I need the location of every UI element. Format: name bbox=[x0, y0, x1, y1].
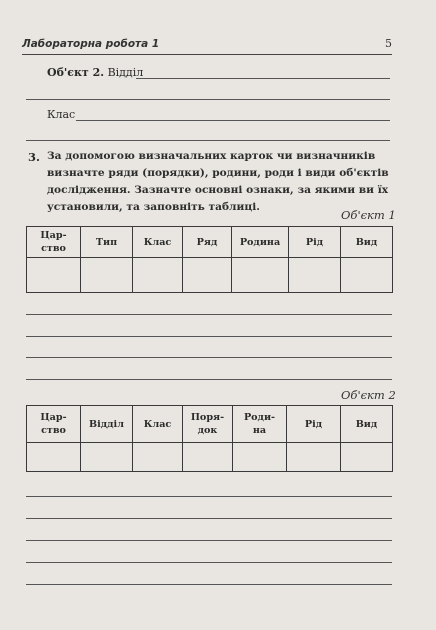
answer-line[interactable] bbox=[26, 540, 392, 541]
header-cell: Клас bbox=[133, 406, 183, 443]
class-answer-line[interactable] bbox=[76, 120, 390, 121]
object2-label: Об'єкт 2. bbox=[47, 66, 105, 79]
answer-cell[interactable] bbox=[81, 443, 133, 472]
answer-cell[interactable] bbox=[27, 443, 81, 472]
answer-line[interactable] bbox=[26, 379, 392, 380]
header-cell: Цар- ство bbox=[27, 406, 81, 443]
header-cell: Цар- ство bbox=[27, 227, 81, 258]
division-label: Відділ bbox=[107, 66, 144, 79]
header-cell: Рід bbox=[287, 406, 341, 443]
header-rule bbox=[22, 54, 392, 55]
task-number: 3. bbox=[28, 150, 41, 164]
answer-line[interactable] bbox=[26, 336, 392, 337]
answer-line[interactable] bbox=[26, 357, 392, 358]
header-cell: Клас bbox=[133, 227, 183, 258]
object2-division-label bbox=[47, 66, 143, 79]
classification-table-object2 bbox=[26, 405, 393, 472]
header-cell: Родина bbox=[232, 227, 289, 258]
answer-line[interactable] bbox=[26, 562, 392, 563]
header-cell: Рід bbox=[289, 227, 341, 258]
answer-line[interactable] bbox=[26, 140, 390, 141]
answer-cell[interactable] bbox=[289, 258, 341, 293]
division-answer-line[interactable] bbox=[136, 78, 390, 79]
answer-cell[interactable] bbox=[81, 258, 133, 293]
table-row bbox=[27, 258, 393, 293]
running-header-title: Лабораторна робота 1 bbox=[22, 38, 160, 50]
header-cell: Вид bbox=[341, 227, 393, 258]
page-number: 5 bbox=[385, 37, 392, 50]
answer-line[interactable] bbox=[26, 584, 392, 585]
header-cell: Роди- на bbox=[233, 406, 287, 443]
header-cell: Вид bbox=[341, 406, 393, 443]
answer-cell[interactable] bbox=[341, 443, 393, 472]
answer-line[interactable] bbox=[26, 496, 392, 497]
table-header-row bbox=[27, 227, 393, 258]
answer-line[interactable] bbox=[26, 518, 392, 519]
answer-cell[interactable] bbox=[133, 258, 183, 293]
answer-cell[interactable] bbox=[341, 258, 393, 293]
table-header-row bbox=[27, 406, 393, 443]
task-instructions: За допомогою визначальних карток чи визначників визначте ряди (порядки), родини, роди і види об'єктів дослідження. Зазначте основні ознаки, за якими ви їх установили, та заповніть таблиці. bbox=[47, 150, 389, 213]
answer-cell[interactable] bbox=[27, 258, 81, 293]
header-cell: Тип bbox=[81, 227, 133, 258]
answer-cell[interactable] bbox=[133, 443, 183, 472]
classification-table-object1 bbox=[26, 226, 393, 293]
answer-cell[interactable] bbox=[233, 443, 287, 472]
header-cell: Ряд bbox=[183, 227, 232, 258]
header-cell: Відділ bbox=[81, 406, 133, 443]
header-cell: Поря- док bbox=[183, 406, 233, 443]
answer-line[interactable] bbox=[26, 99, 390, 100]
answer-cell[interactable] bbox=[183, 443, 233, 472]
answer-cell[interactable] bbox=[232, 258, 289, 293]
class-label: Клас bbox=[47, 108, 76, 121]
table2-caption: Об'єкт 2 bbox=[341, 388, 396, 402]
answer-cell[interactable] bbox=[287, 443, 341, 472]
answer-cell[interactable] bbox=[183, 258, 232, 293]
table-row bbox=[27, 443, 393, 472]
table1-caption: Об'єкт 1 bbox=[341, 208, 396, 222]
answer-line[interactable] bbox=[26, 314, 392, 315]
